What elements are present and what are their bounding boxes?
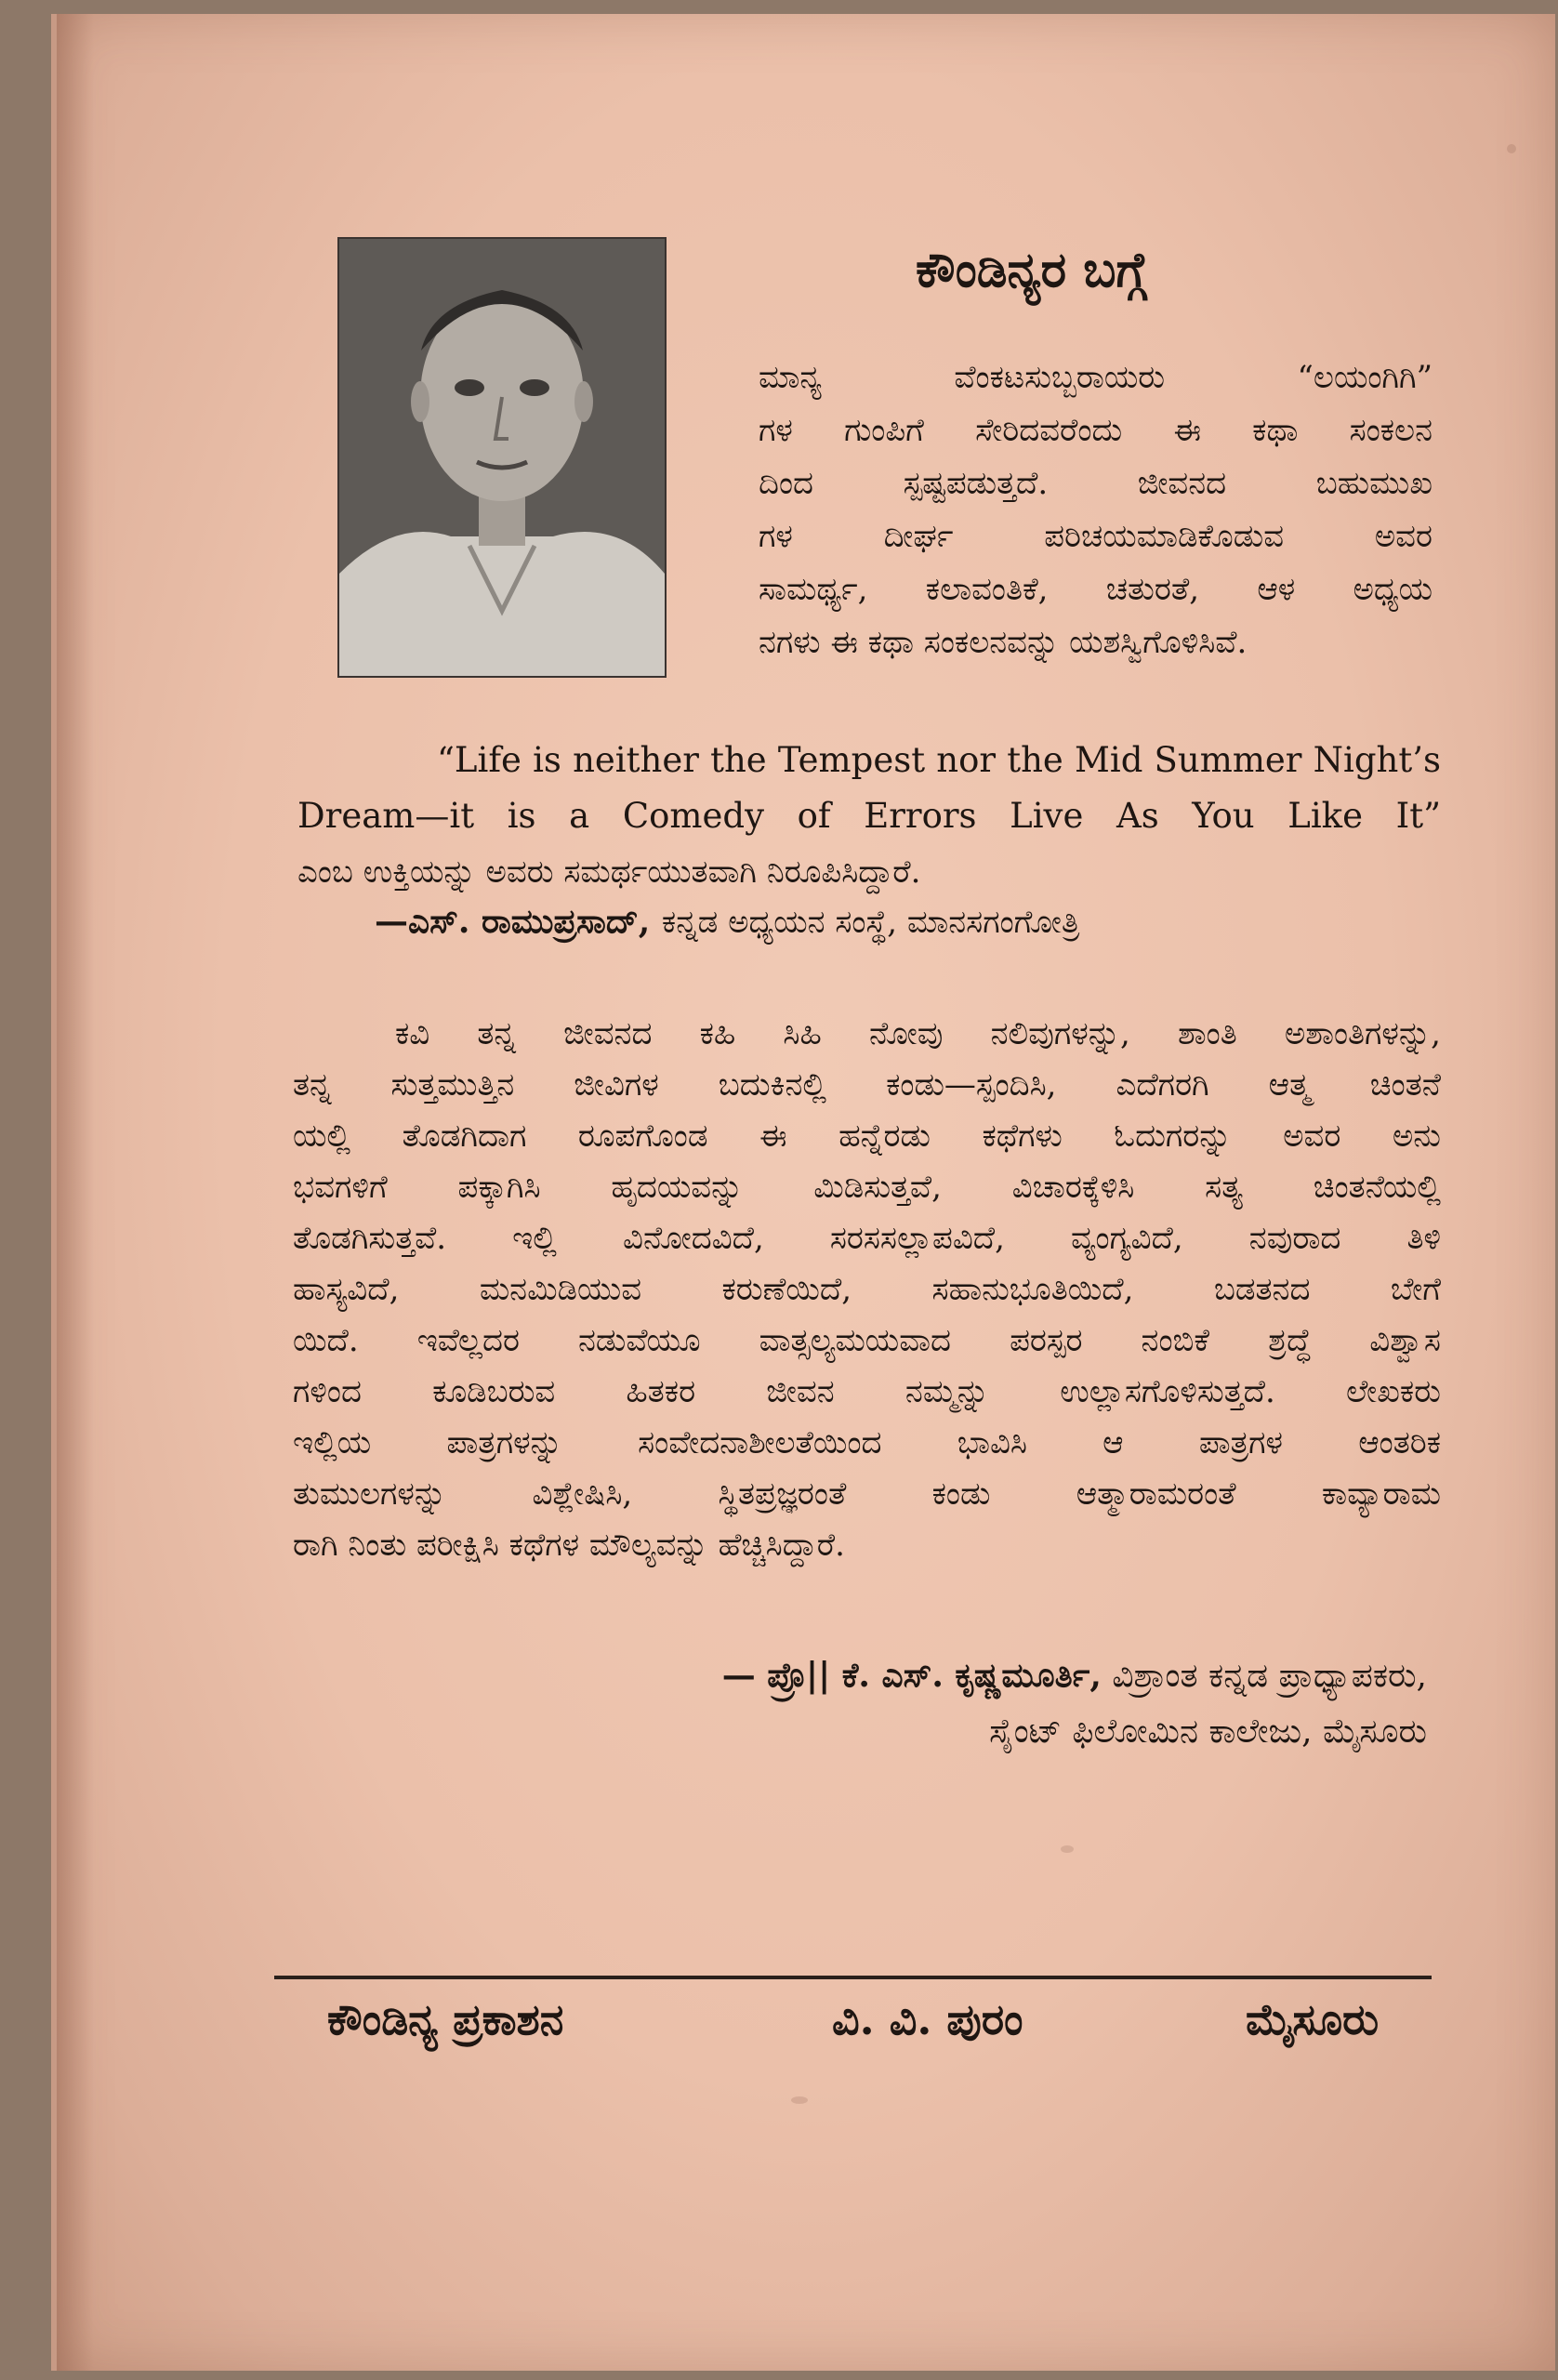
spine-shadow: [57, 14, 94, 2371]
intro-line: ಸಾಮರ್ಥ್ಯ, ಕಲಾವಂತಿಕೆ, ಚತುರತೆ, ಆಳ ಅಧ್ಯಯ: [759, 571, 1433, 608]
review-line: ಯಿದೆ. ಇವೆಲ್ಲದರ ನಡುವೆಯೂ ವಾತ್ಸಲ್ಯಮಯವಾದ ಪರಸ್ಪರ ನಂಬಿಕೆ ಶ್ರದ್ಧೆ ವಿಶ್ವಾಸ: [293, 1322, 1441, 1359]
reviewer-role: ವಿಶ್ರಾಂತ ಕನ್ನಡ ಪ್ರಾಧ್ಯಾಪಕರು,: [1112, 1657, 1427, 1695]
reviewer-affiliation: ಕನ್ನಡ ಅಧ್ಯಯನ ಸಂಸ್ಥೆ, ಮಾನಸಗಂಗೋತ್ರಿ: [661, 904, 1080, 941]
quote-line-english: Dream—it is a Comedy of Errors Live As You Like It”: [297, 796, 1441, 836]
review-line: ಗಳಿಂದ ಕೂಡಿಬರುವ ಹಿತಕರ ಜೀವನ ನಮ್ಮನ್ನು ಉಲ್ಲಾಸಗೊಳಿಸುತ್ತದೆ. ಲೇಖಕರು: [293, 1373, 1441, 1410]
publisher-locality: ವಿ. ವಿ. ಪುರಂ: [832, 1994, 1023, 2044]
intro-line: ಗಳ ಗುಂಪಿಗೆ ಸೇರಿದವರೆಂದು ಈ ಕಥಾ ಸಂಕಲನ: [759, 412, 1433, 449]
review-line: ಇಲ್ಲಿಯ ಪಾತ್ರಗಳನ್ನು ಸಂವೇದನಾಶೀಲತೆಯಿಂದ ಭಾವಿಸಿ ಆ ಪಾತ್ರಗಳ ಆಂತರಿಕ: [293, 1424, 1441, 1461]
review-line: ಯಲ್ಲಿ ತೊಡಗಿದಾಗ ರೂಪಗೊಂಡ ಈ ಹನ್ನೆರಡು ಕಥೆಗಳು ಓದುಗರನ್ನು ಅವರ ಅನು: [293, 1117, 1441, 1155]
review-line: ಕವಿ ತನ್ನ ಜೀವನದ ಕಹಿ ಸಿಹಿ ನೋವು ನಲಿವುಗಳನ್ನು, ಶಾಂತಿ ಅಶಾಂತಿಗಳನ್ನು,: [395, 1015, 1441, 1052]
reviewer-name: — ಪ್ರೊ|| ಕೆ. ಎಸ್. ಕೃಷ್ಣಮೂರ್ತಿ,: [721, 1656, 1102, 1695]
quote-line-english: “Life is neither the Tempest nor the Mid Summer Night’s: [437, 740, 1441, 780]
ink-speck: [1507, 144, 1516, 153]
reviewer-signature-1: [375, 902, 1079, 942]
review-paragraph: [293, 1009, 1441, 1571]
intro-line: ಮಾನ್ಯ ವೆಂಕಟಸುಬ್ಬರಾಯರು “ಲಯಂಗಿಗಿ”: [759, 359, 1433, 396]
review-line: ಹಾಸ್ಯವಿದೆ, ಮನಮಿಡಿಯುವ ಕರುಣೆಯಿದೆ, ಸಹಾನುಭೂತಿಯಿದೆ, ಬಡತನದ ಬೇಗೆ: [293, 1271, 1441, 1308]
intro-paragraph: [759, 351, 1433, 669]
reviewer-name: —ಎಸ್. ರಾಮುಪ್ರಸಾದ್,: [375, 902, 651, 941]
intro-line: ಗಳ ದೀರ್ಘ ಪರಿಚಯಮಾಡಿಕೊಡುವ ಅವರ: [759, 518, 1433, 555]
author-photo: [337, 237, 667, 678]
intro-line: ನಗಳು ಈ ಕಥಾ ಸಂಕಲನವನ್ನು ಯಶಸ್ವಿಗೊಳಿಸಿವೆ.: [759, 624, 1248, 661]
footer-divider: [274, 1976, 1432, 1979]
reviewer-signature-2: [409, 1647, 1427, 1760]
review-line: ಭವಗಳಿಗೆ ಪಕ್ಕಾಗಿಸಿ ಹೃದಯವನ್ನು ಮಿಡಿಸುತ್ತವೆ, ವಿಚಾರಕ್ಕೆಳಿಸಿ ಸತ್ಯ ಚಿಂತನೆಯಲ್ಲಿ: [293, 1169, 1441, 1206]
publisher-name: ಕೌಂಡಿನ್ಯ ಪ್ರಕಾಶನ: [327, 1994, 564, 2044]
ink-speck: [791, 2096, 808, 2104]
review-line: ರಾಗಿ ನಿಂತು ಪರೀಕ್ಷಿಸಿ ಕಥೆಗಳ ಮೌಲ್ಯವನ್ನು ಹೆಚ್ಚಿಸಿದ್ದಾರೆ.: [293, 1527, 845, 1564]
author-portrait-icon: [339, 239, 665, 676]
intro-line: ದಿಂದ ಸ್ಪಷ್ಟಪಡುತ್ತದೆ. ಜೀವನದ ಬಹುಮುಖ: [759, 465, 1433, 502]
quote-line-kannada: ಎಂಬ ಉಕ್ತಿಯನ್ನು ಅವರು ಸಮರ್ಥಯುತವಾಗಿ ನಿರೂಪಿಸಿದ್ದಾರೆ.: [297, 853, 921, 891]
reviewer-college: ಸೈಂಟ್ ಫಿಲೋಮಿನ ಕಾಲೇಜು, ಮೈಸೂರು: [989, 1712, 1427, 1751]
page-title: ಕೌಂಡಿನ್ಯರ ಬಗ್ಗೆ: [916, 242, 1147, 298]
ink-speck: [1061, 1845, 1074, 1853]
review-line: ತೊಡಗಿಸುತ್ತವೆ. ಇಲ್ಲಿ ವಿನೋದವಿದೆ, ಸರಸಸಲ್ಲಾಪವಿದೆ, ವ್ಯಂಗ್ಯವಿದೆ, ನವುರಾದ ತಿಳಿ: [293, 1220, 1441, 1257]
publisher-city: ಮೈಸೂರು: [1246, 1994, 1380, 2044]
review-line: ತುಮುಲಗಳನ್ನು ವಿಶ್ಲೇಷಿಸಿ, ಸ್ಥಿತಪ್ರಜ್ಞರಂತೆ ಕಂಡು ಆತ್ಮಾರಾಮರಂತೆ ಕಾವ್ಯಾರಾಮ: [293, 1475, 1441, 1513]
quote-block: [297, 733, 1441, 900]
review-line: ತನ್ನ ಸುತ್ತಮುತ್ತಿನ ಜೀವಿಗಳ ಬದುಕಿನಲ್ಲಿ ಕಂಡು—ಸ್ಪಂದಿಸಿ, ಎದೆಗರಗಿ ಆತ್ಮ ಚಿಂತನೆ: [293, 1066, 1441, 1104]
